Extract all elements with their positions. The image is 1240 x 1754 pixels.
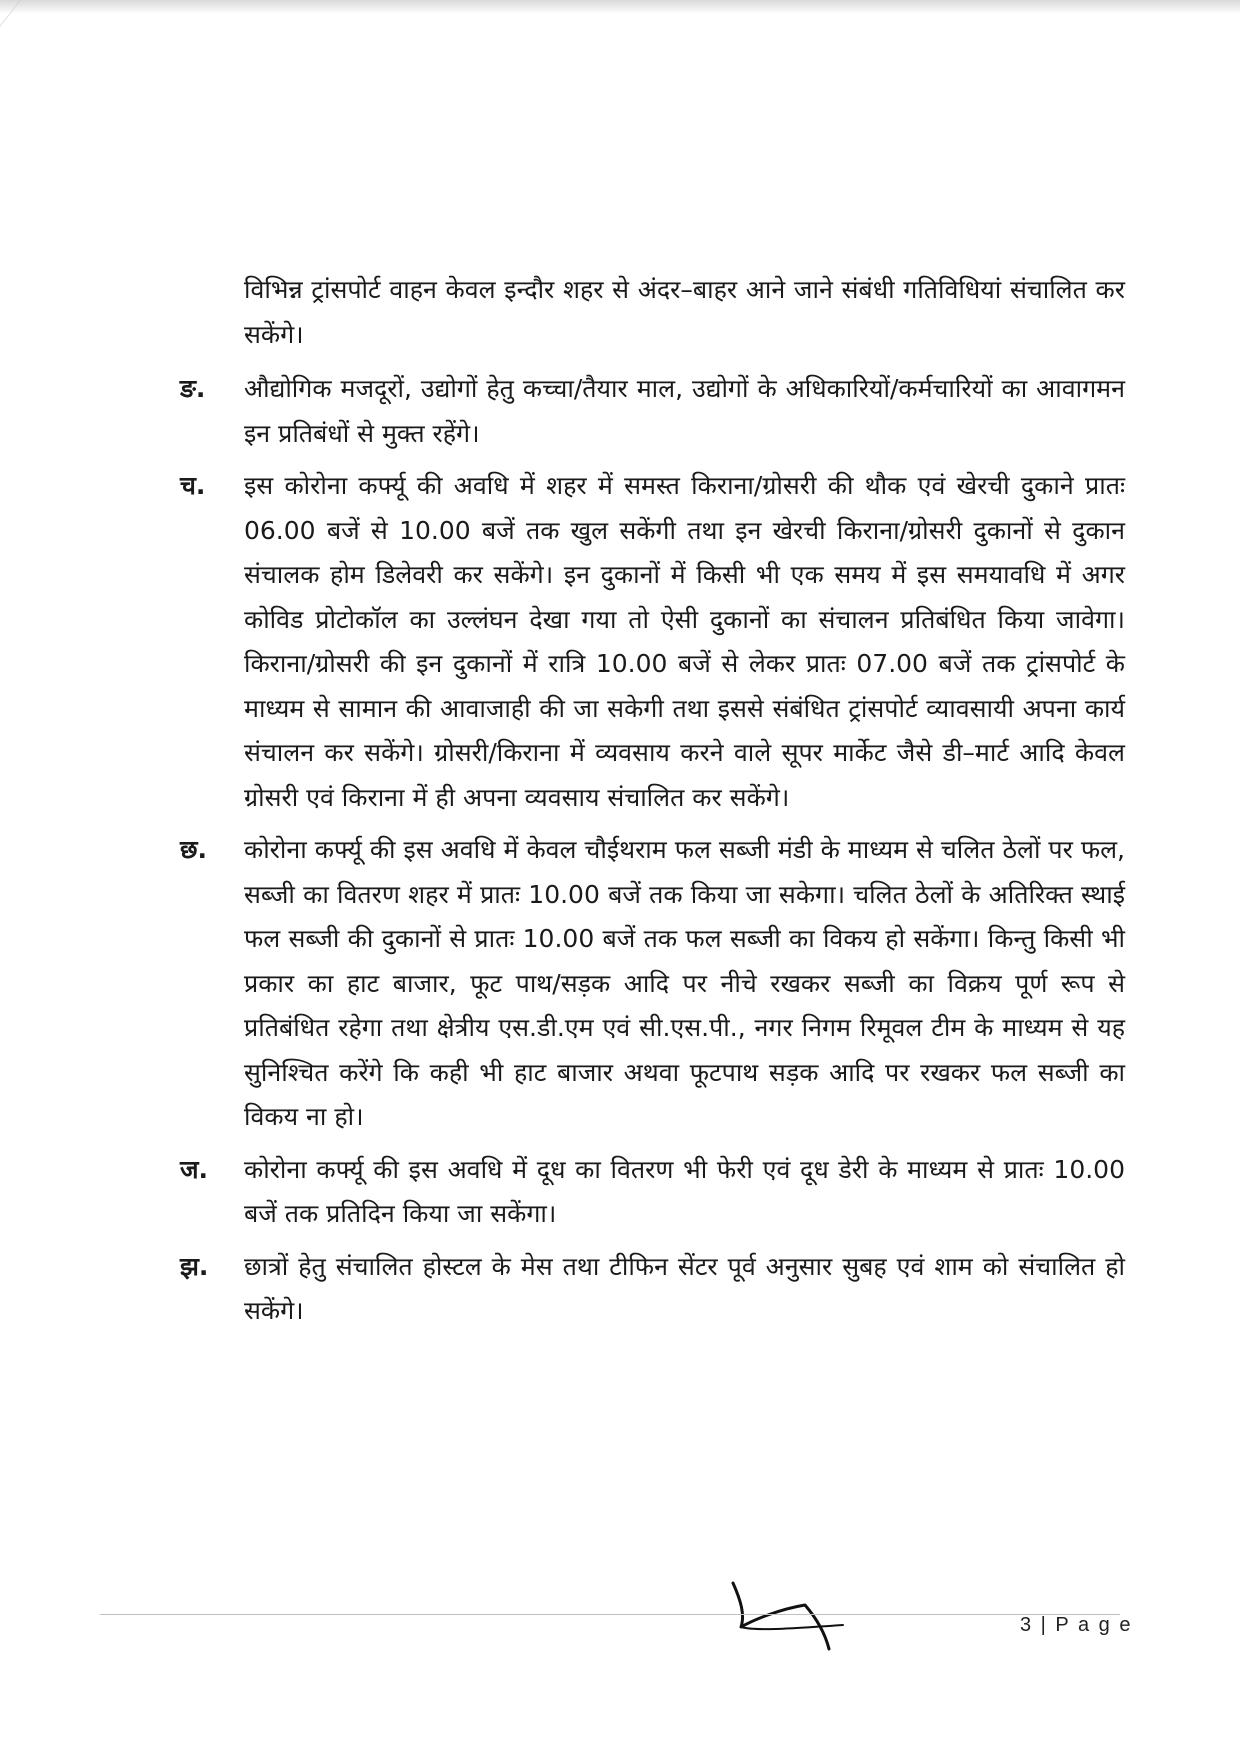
scan-edge-shadow (0, 0, 1240, 14)
signature-mark (725, 1575, 855, 1655)
footer-divider (100, 1614, 1120, 1615)
scan-fold-line (0, 0, 161, 130)
clause-marker: झ. (180, 1251, 209, 1281)
clause-text: इस कोरोना कर्फ्यू की अवधि में शहर में समस्त किराना/ग्रोसरी की थौक एवं खेरची दुकाने प्रातः 06.00 बजें से 10.00 बजें तक खुल सकेंगी तथा इन खेरची किराना/ग्रोसरी दुकानों से दुकान संचालक होम डिलेवरी कर सकेंगे। इन दुकानों में किसी भी एक समय में इस समयावधि में अगर कोविड प्रोटोकॉल का उल्लंघन देखा गया तो ऐसी दुकानों का संचालन प्रतिबंधित किया जावेगा। किराना/ग्रोसरी की इन दुकानों में रात्रि 10.00 बजें से लेकर प्रातः 07.00 बजें तक ट्रांसपोर्ट के माध्यम से सामान की आवाजाही की जा सकेगी तथा इससे संबंधित ट्रांसपोर्ट व्यावसायी अपना कार्य संचालन कर सकेंगे। ग्रोसरी/किराना में व्यवसाय करने वाले सूपर मार्केट जैसे डी–मार्ट आदि केवल ग्रोसरी एवं किराना में ही अपना व्यवसाय संचालित कर सकेंगे। (244, 471, 1125, 812)
clause-marker: च. (180, 471, 206, 500)
clause-cha (180, 464, 1125, 820)
clause-text: औद्योगिक मजदूरों, उद्योगों हेतु कच्चा/तैयार माल, उद्योगों के अधिकारियों/कर्मचारियों का आवागमन इन प्रतिबंधों से मुक्त रहेंगे। (244, 374, 1125, 448)
continuation-paragraph: विभिन्न ट्रांसपोर्ट वाहन केवल इन्दौर शहर से अंदर–बाहर आने जाने संबंधी गतिविधियां संचालित कर सकेंगे। (244, 275, 1125, 349)
page-number: 3 | P a g e (1020, 1614, 1133, 1636)
clause-marker: ङ. (180, 374, 206, 403)
document-body (180, 268, 1125, 1342)
clause-text: कोरोना कर्फ्यू की इस अवधि में केवल चौईथराम फल सब्जी मंडी के माध्यम से चलित ठेलों पर फल, सब्जी का वितरण शहर में प्रातः 10.00 बजें तक किया जा सकेगा। चलित ठेलों के अतिरिक्त स्थाई फल सब्जी की दुकानों से प्रातः 10.00 बजें तक फल सब्जी का विकय हो सकेंगा। किन्तु किसी भी प्रकार का हाट बाजार, फूट पाथ/सड़क आदि पर नीचे रखकर सब्जी का विक्रय पूर्ण रूप से प्रतिबंधित रहेगा तथा क्षेत्रीय एस.डी.एम एवं सी.एस.पी., नगर निगम रिमूवल टीम के माध्यम से यह सुनिश्चित करेंगे कि कही भी हाट बाजार अथवा फूटपाथ सड़क आदि पर रखकर फल सब्जी का विकय ना हो। (244, 835, 1125, 1131)
clause-nga (180, 367, 1125, 456)
clause-marker: छ. (180, 835, 208, 864)
clause-jha (180, 1245, 1125, 1334)
clause-text: कोरोना कर्फ्यू की इस अवधि में दूध का वितरण भी फेरी एवं दूध डेरी के माध्यम से प्रातः 10.00 बजें तक प्रतिदिन किया जा सकेंगा। (244, 1154, 1125, 1228)
clause-text: छात्रों हेतु संचालित होस्टल के मेस तथा टीफिन सेंटर पूर्व अनुसार सुबह एवं शाम को संचालित हो सकेंगे। (244, 1251, 1125, 1325)
clause-marker: ज. (180, 1154, 209, 1184)
clause-chha (180, 828, 1125, 1140)
clause-ja (180, 1148, 1125, 1237)
